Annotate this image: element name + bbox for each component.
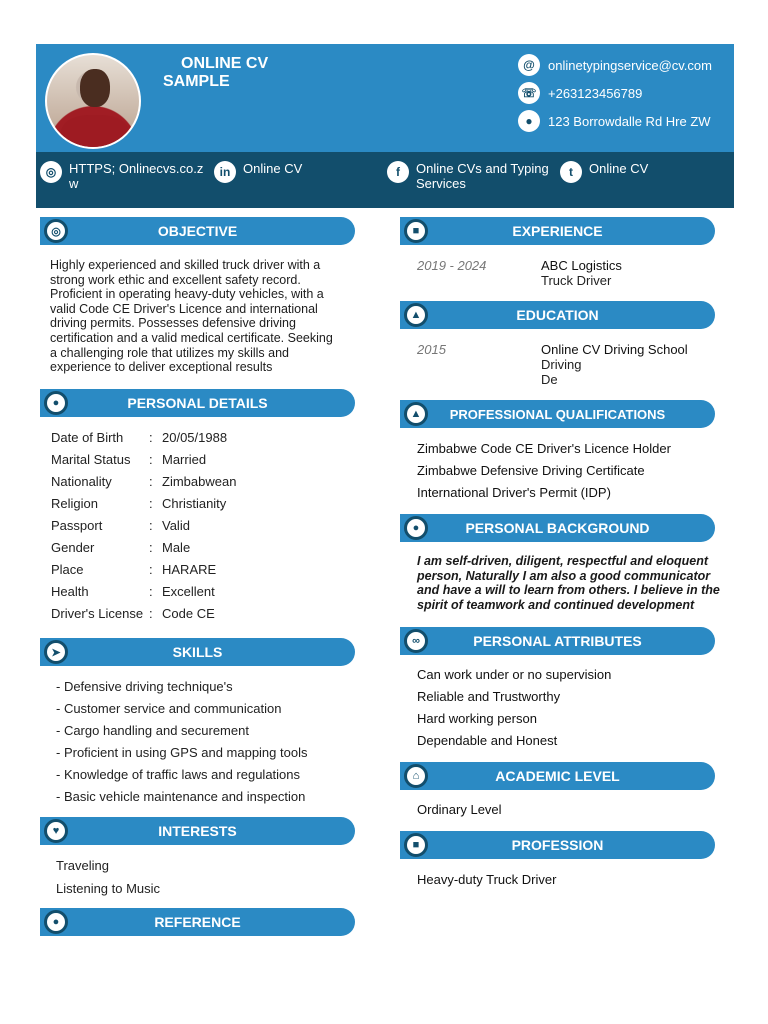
objective-line: Proficient in operating heavy-duty vehicles, with a	[50, 287, 324, 302]
contact-phone[interactable]	[518, 82, 642, 104]
cv-title	[163, 55, 268, 91]
social-linkedin[interactable]	[214, 161, 302, 183]
graduation-cap-icon: ▲	[404, 303, 428, 327]
social-facebook-line2: Services	[416, 176, 466, 191]
detail-key: Marital Status	[51, 452, 131, 467]
experience-title: EXPERIENCE	[512, 223, 603, 239]
detail-sep: :	[149, 474, 153, 489]
detail-value: Zimbabwean	[162, 474, 237, 489]
skills-title: SKILLS	[172, 644, 223, 660]
detail-value: Christianity	[162, 496, 227, 511]
detail-sep: :	[149, 606, 153, 621]
header	[36, 44, 734, 208]
background-text	[417, 554, 732, 612]
detail-value: Valid	[162, 518, 190, 533]
social-twitter[interactable]	[560, 161, 648, 183]
detail-value: Excellent	[162, 584, 215, 599]
objective-line: certification and a valid medical certificate. Seeking	[50, 330, 333, 345]
cv-title-line1: ONLINE CV	[181, 55, 269, 72]
objective-line: Highly experienced and skilled truck driver with a	[50, 258, 321, 272]
detail-sep: :	[149, 518, 153, 533]
detail-sep: :	[149, 452, 153, 467]
detail-value: Male	[162, 540, 191, 555]
academic-value: Ordinary Level	[417, 802, 502, 817]
attribute-item: Dependable and Honest	[417, 733, 558, 748]
education-line: De	[541, 372, 558, 387]
detail-key: Passport	[51, 518, 103, 533]
qualification-item: Zimbabwe Code CE Driver's Licence Holder	[417, 441, 671, 456]
group-icon: ●	[44, 910, 68, 934]
detail-value: 20/05/1988	[162, 430, 228, 445]
objective-line: a challenging role that utilizes my skills and	[50, 345, 290, 360]
objective-line: strong work ethic and excellent safety record.	[50, 272, 301, 287]
section-experience	[400, 217, 715, 245]
contact-email[interactable]	[518, 54, 712, 76]
section-reference	[40, 908, 355, 936]
experience-role: Truck Driver	[541, 273, 612, 288]
detail-key: Religion	[51, 496, 98, 511]
profession-value: Heavy-duty Truck Driver	[417, 872, 557, 887]
facebook-icon: f	[387, 161, 409, 183]
background-line: spirit of teamwork and continued development	[417, 597, 695, 612]
contact-email-text: onlinetypingservice@cv.com	[548, 57, 712, 73]
academic-title: ACADEMIC LEVEL	[495, 768, 620, 784]
social-facebook[interactable]	[387, 161, 549, 191]
qualifications-title: PROFESSIONAL QUALIFICATIONS	[449, 406, 666, 422]
institution-icon: ⌂	[404, 764, 428, 788]
target-icon: ◎	[44, 219, 68, 243]
social-facebook-line1: Online CVs and Typing	[416, 161, 549, 176]
heart-icon: ♥	[44, 819, 68, 843]
detail-sep: :	[149, 584, 153, 599]
education-school: Online CV Driving School	[541, 342, 688, 357]
reference-title: REFERENCE	[154, 914, 241, 930]
section-education	[400, 301, 715, 329]
social-linkedin-text: Online CV	[243, 161, 303, 176]
objective-line: valid Code CE Driver's Licence and international	[50, 301, 318, 316]
contact-address	[518, 110, 711, 132]
section-interests	[40, 817, 355, 845]
section-background	[400, 514, 715, 542]
skill-item: - Cargo handling and securement	[56, 723, 249, 738]
education-date: 2015	[417, 342, 446, 357]
detail-key: Place	[51, 562, 84, 577]
social-website-line1: HTTPS; Onlinecvs.co.z	[69, 161, 204, 176]
attributes-title: PERSONAL ATTRIBUTES	[473, 633, 642, 649]
social-website-line2: w	[69, 176, 79, 191]
objective-text	[50, 258, 370, 375]
education-line: Driving	[541, 357, 582, 372]
education-title: EDUCATION	[516, 307, 599, 323]
background-line: and have a will to learn from others. I believe in the	[417, 583, 720, 598]
user-icon: ●	[404, 516, 428, 540]
location-pin-icon: ●	[518, 110, 540, 132]
phone-icon: ☏	[518, 82, 540, 104]
social-twitter-text: Online CV	[589, 161, 649, 176]
attribute-item: Reliable and Trustworthy	[417, 689, 561, 704]
briefcase-icon: ■	[404, 833, 428, 857]
contact-address-text: 123 Borrowdalle Rd Hre ZW	[548, 113, 711, 129]
skill-item: - Proficient in using GPS and mapping tools	[56, 745, 308, 760]
detail-sep: :	[149, 540, 153, 555]
interests-title: INTERESTS	[158, 823, 237, 839]
attribute-item: Can work under or no supervision	[417, 667, 612, 682]
objective-line: experience to deliver exceptional results	[50, 360, 273, 375]
detail-value: Code CE	[162, 606, 215, 621]
background-line: person, Naturally I am also a good communicator	[417, 568, 711, 583]
section-qualifications	[400, 400, 715, 428]
detail-key: Driver's License	[51, 606, 144, 621]
section-academic	[400, 762, 715, 790]
section-skills	[40, 638, 355, 666]
detail-key: Health	[51, 584, 89, 599]
briefcase-icon: ■	[404, 219, 428, 243]
experience-company: ABC Logistics	[541, 258, 622, 273]
linkedin-icon: in	[214, 161, 236, 183]
detail-key: Nationality	[51, 474, 112, 489]
cv-title-line2: SAMPLE	[163, 73, 230, 90]
section-objective	[40, 217, 355, 245]
globe-icon: ◎	[40, 161, 62, 183]
infinity-icon: ∞	[404, 629, 428, 653]
social-website[interactable]	[40, 161, 203, 191]
profession-title: PROFESSION	[511, 837, 604, 853]
social-bar	[36, 152, 734, 208]
objective-title: OBJECTIVE	[157, 223, 238, 239]
interest-item: Traveling	[56, 858, 109, 873]
personal-details-title: PERSONAL DETAILS	[127, 395, 268, 411]
skill-item: - Basic vehicle maintenance and inspection	[56, 789, 306, 804]
experience-date: 2019 - 2024	[417, 258, 487, 273]
detail-value: HARARE	[162, 562, 217, 577]
detail-key: Gender	[51, 540, 95, 555]
detail-sep: :	[149, 496, 153, 511]
section-attributes	[400, 627, 715, 655]
at-icon: @	[518, 54, 540, 76]
qualification-item: International Driver's Permit (IDP)	[417, 485, 611, 500]
qualification-item: Zimbabwe Defensive Driving Certificate	[417, 463, 645, 478]
objective-line: driving permits. Possesses defensive driving	[50, 316, 296, 331]
skill-item: - Customer service and communication	[56, 701, 282, 716]
detail-sep: :	[149, 562, 153, 577]
contact-phone-text: +263123456789	[548, 85, 643, 101]
section-personal-details	[40, 389, 355, 417]
twitter-icon: t	[560, 161, 582, 183]
detail-value: Married	[162, 452, 207, 467]
detail-sep: :	[149, 430, 153, 445]
background-line: I am self-driven, diligent, respectful and eloquent	[417, 554, 709, 568]
section-profession	[400, 831, 715, 859]
skill-item: - Defensive driving technique's	[56, 679, 233, 694]
background-title: PERSONAL BACKGROUND	[465, 520, 650, 536]
detail-key: Date of Birth	[51, 430, 124, 445]
skill-item: - Knowledge of traffic laws and regulations	[56, 767, 301, 782]
interest-item: Listening to Music	[56, 881, 161, 896]
profile-photo	[45, 53, 141, 149]
user-icon: ●	[44, 391, 68, 415]
attribute-item: Hard working person	[417, 711, 537, 726]
graduation-cap-icon: ▲	[404, 402, 428, 426]
rocket-icon: ➤	[44, 640, 68, 664]
